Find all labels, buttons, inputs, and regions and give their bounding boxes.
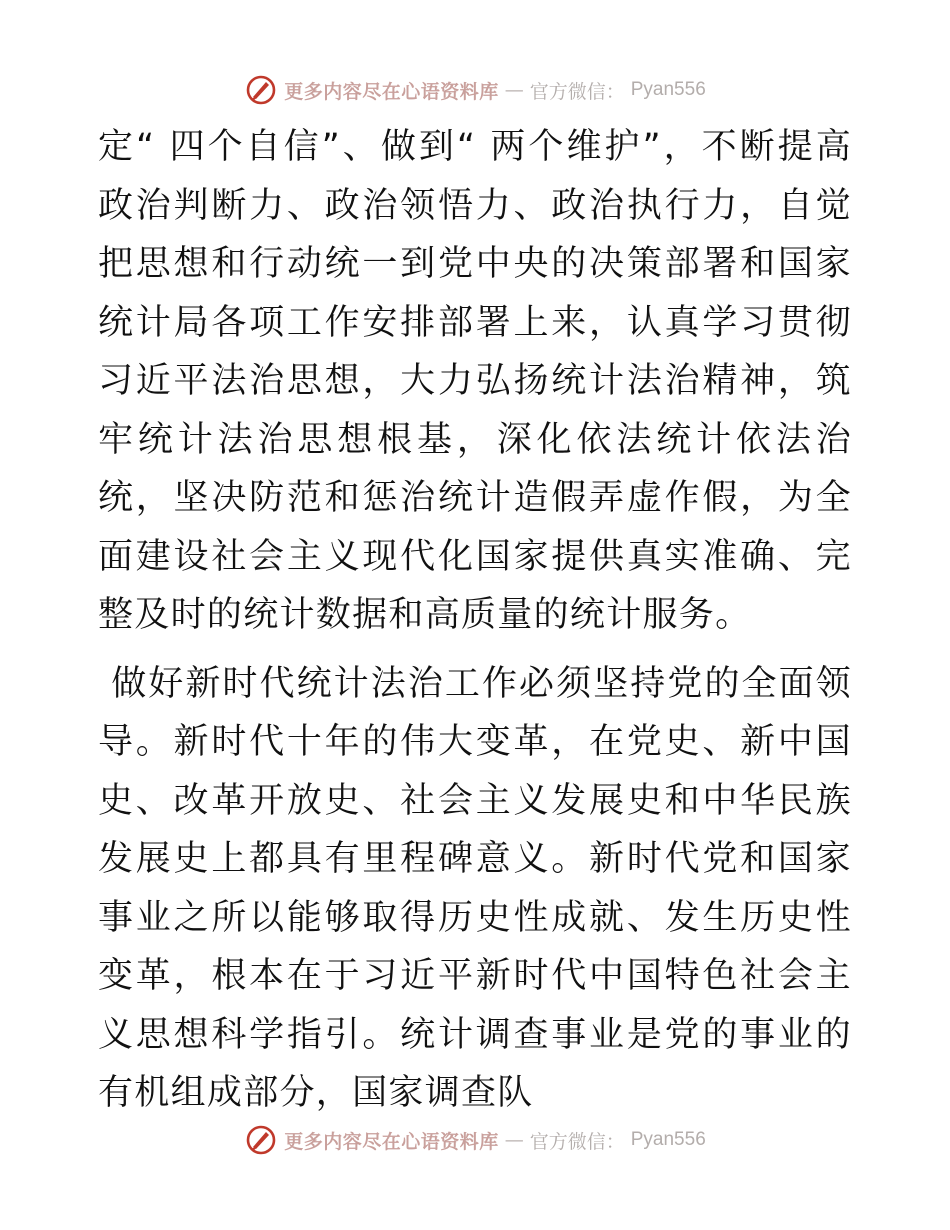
paragraph-2: 做好新时代统计法治工作必须坚持党的全面领导。新时代十年的伟大变革，在党史、新中国史、改革开放史、社会主义发展史和中华民族发展史上都具有里程碑意义。新时代党和国家事业之所以能够取得历史性成就、发生历史性变革，根本在于习近平新时代中国特色社会主义思想科学指引。统计调查事业是党的事业的有机组成部分，国家调查队 (98, 663, 852, 1113)
quill-circle-icon (244, 73, 278, 107)
banner-wechat-label: 官方微信： (529, 80, 625, 103)
paragraph-1: 定“ 四个自信”、做到“ 两个维护”，不断提高政治判断力、政治领悟力、政治执行力，自觉把思想和行动统一到党中央的决策部署和国家统计局各项工作安排部署上来，认真学习贯彻习近平法治思想，大力弘扬统计法治精神，筑牢统计法治思想根基，深化依法统计依法治统，坚决防范和惩治统计造假弄虚作假，为全面建设社会主义现代化国家提供真实准确、完整及时的统计数据和高质量的统计服务。 (98, 127, 852, 635)
banner-separator: — (504, 1129, 524, 1151)
banner-wechat-id: Pyan556 (630, 1129, 706, 1150)
quill-circle-icon (244, 1123, 278, 1157)
document-body (98, 118, 852, 1123)
footer-watermark-banner (0, 1120, 950, 1160)
header-watermark-banner (0, 70, 950, 110)
banner-main-text: 更多内容尽在心语资料库 (284, 1130, 499, 1153)
banner-separator: — (504, 79, 524, 101)
banner-wechat-label: 官方微信： (529, 1130, 625, 1153)
banner-wechat-id: Pyan556 (630, 79, 706, 100)
banner-main-text: 更多内容尽在心语资料库 (284, 80, 499, 103)
